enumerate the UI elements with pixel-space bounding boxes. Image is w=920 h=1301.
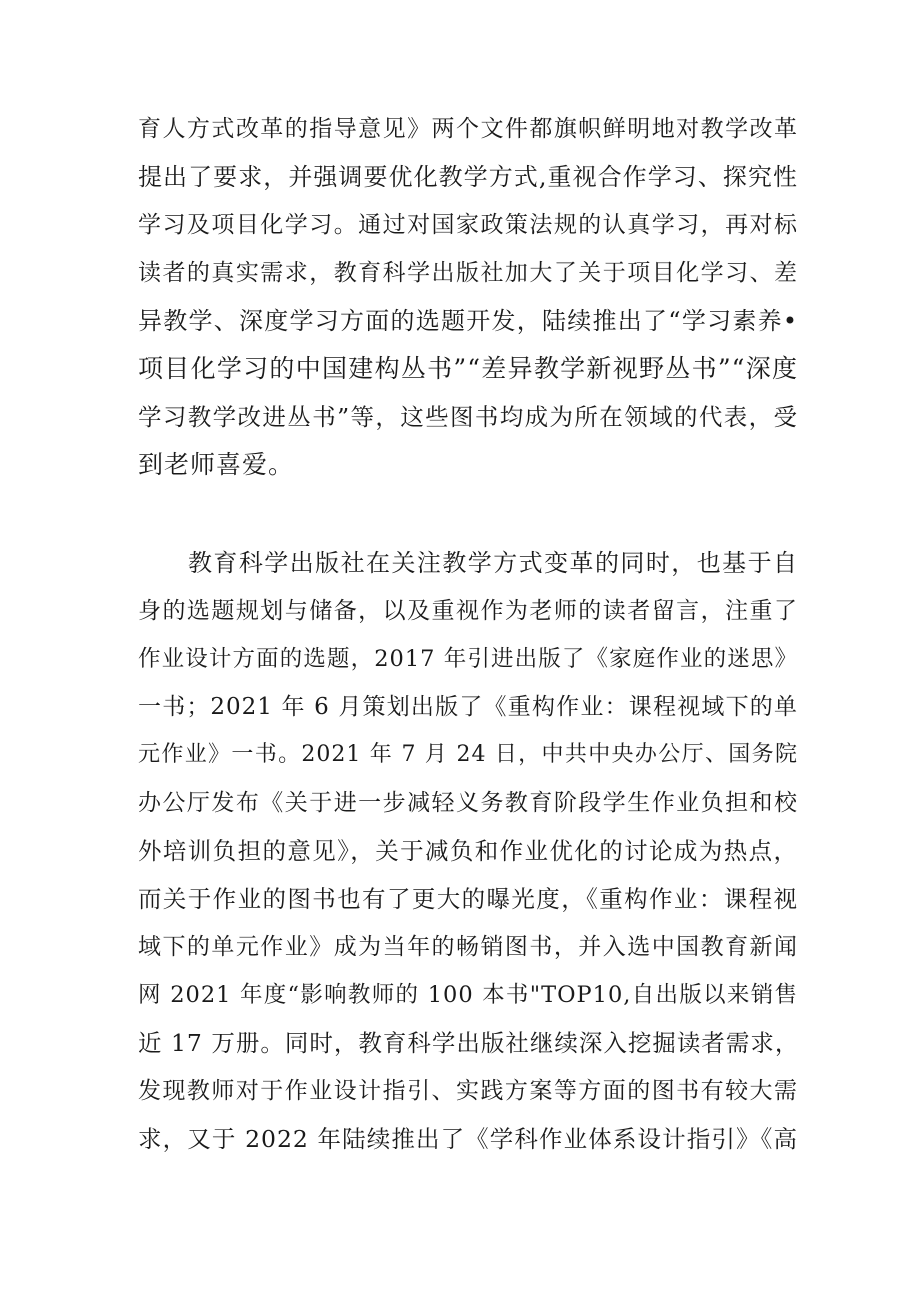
paragraph-1-line-8: 到老师喜爱。 <box>138 450 295 479</box>
paragraph-2-line-4: 一书；2021 年 6 月策划出版了《重构作业：课程视域下的单 <box>138 694 798 720</box>
paragraph-2-line-11: 近 17 万册。同时，教育科学出版社继续深入挖掘读者需求， <box>138 1029 800 1057</box>
paragraph-2-line-3: 作业设计方面的选题，2017 年引进出版了《家庭作业的迷思》 <box>138 646 798 672</box>
paragraph-2-line-7: 外培训负担的意见》，关于减负和作业优化的讨论成为热点， <box>138 837 798 865</box>
paragraph-1-line-2: 提出了要求，并强调要优化教学方式,重视合作学习、探究性 <box>138 163 798 191</box>
paragraph-1-line-7: 学习教学改进丛书”等，这些图书均成为所在领域的代表，受 <box>138 403 798 431</box>
paragraph-2-line-2: 身的选题规划与储备，以及重视作为老师的读者留言，注重了 <box>138 598 798 624</box>
paragraph-2-line-9: 域下的单元作业》成为当年的畅销图书，并入选中国教育新闻 <box>138 934 798 960</box>
paragraph-1-line-3: 学习及项目化学习。通过对国家政策法规的认真学习，再对标 <box>138 212 798 238</box>
paragraph-2-line-8: 而关于作业的图书也有了更大的曝光度，《重构作业：课程视 <box>138 885 798 913</box>
paragraph-2-line-5: 元作业》一书。2021 年 7 月 24 日，中共中央办公厅、国务院 <box>138 742 798 767</box>
paragraph-2-line-12: 发现教师对于作业设计指引、实践方案等方面的图书有较大需 <box>138 1078 798 1104</box>
paragraph-1-line-4: 读者的真实需求，教育科学出版社加大了关于项目化学习、差 <box>138 260 798 286</box>
paragraph-1-line-1: 育人方式改革的指导意见》两个文件都旗帜鲜明地对教学改革 <box>138 116 798 142</box>
paragraph-2-line-13: 求，又于 2022 年陆续推出了《学科作业体系设计指引》《高 <box>138 1125 798 1153</box>
paragraph-1-line-6: 项目化学习的中国建构丛书”“差异教学新视野丛书”“深度 <box>138 354 798 383</box>
paragraph-1-line-5: 异教学、深度学习方面的选题开发，陆续推出了“学习素养• <box>138 307 798 335</box>
paragraph-2-line-6: 办公厅发布《关于进一步减轻义务教育阶段学生作业负担和校 <box>138 790 798 816</box>
paragraph-2-line-1: 教育科学出版社在关注教学方式变革的同时，也基于自 <box>188 549 798 577</box>
paragraph-2-line-10: 网 2021 年度“影响教师的 100 本书"TOP10,自出版以来销售 <box>138 982 798 1008</box>
